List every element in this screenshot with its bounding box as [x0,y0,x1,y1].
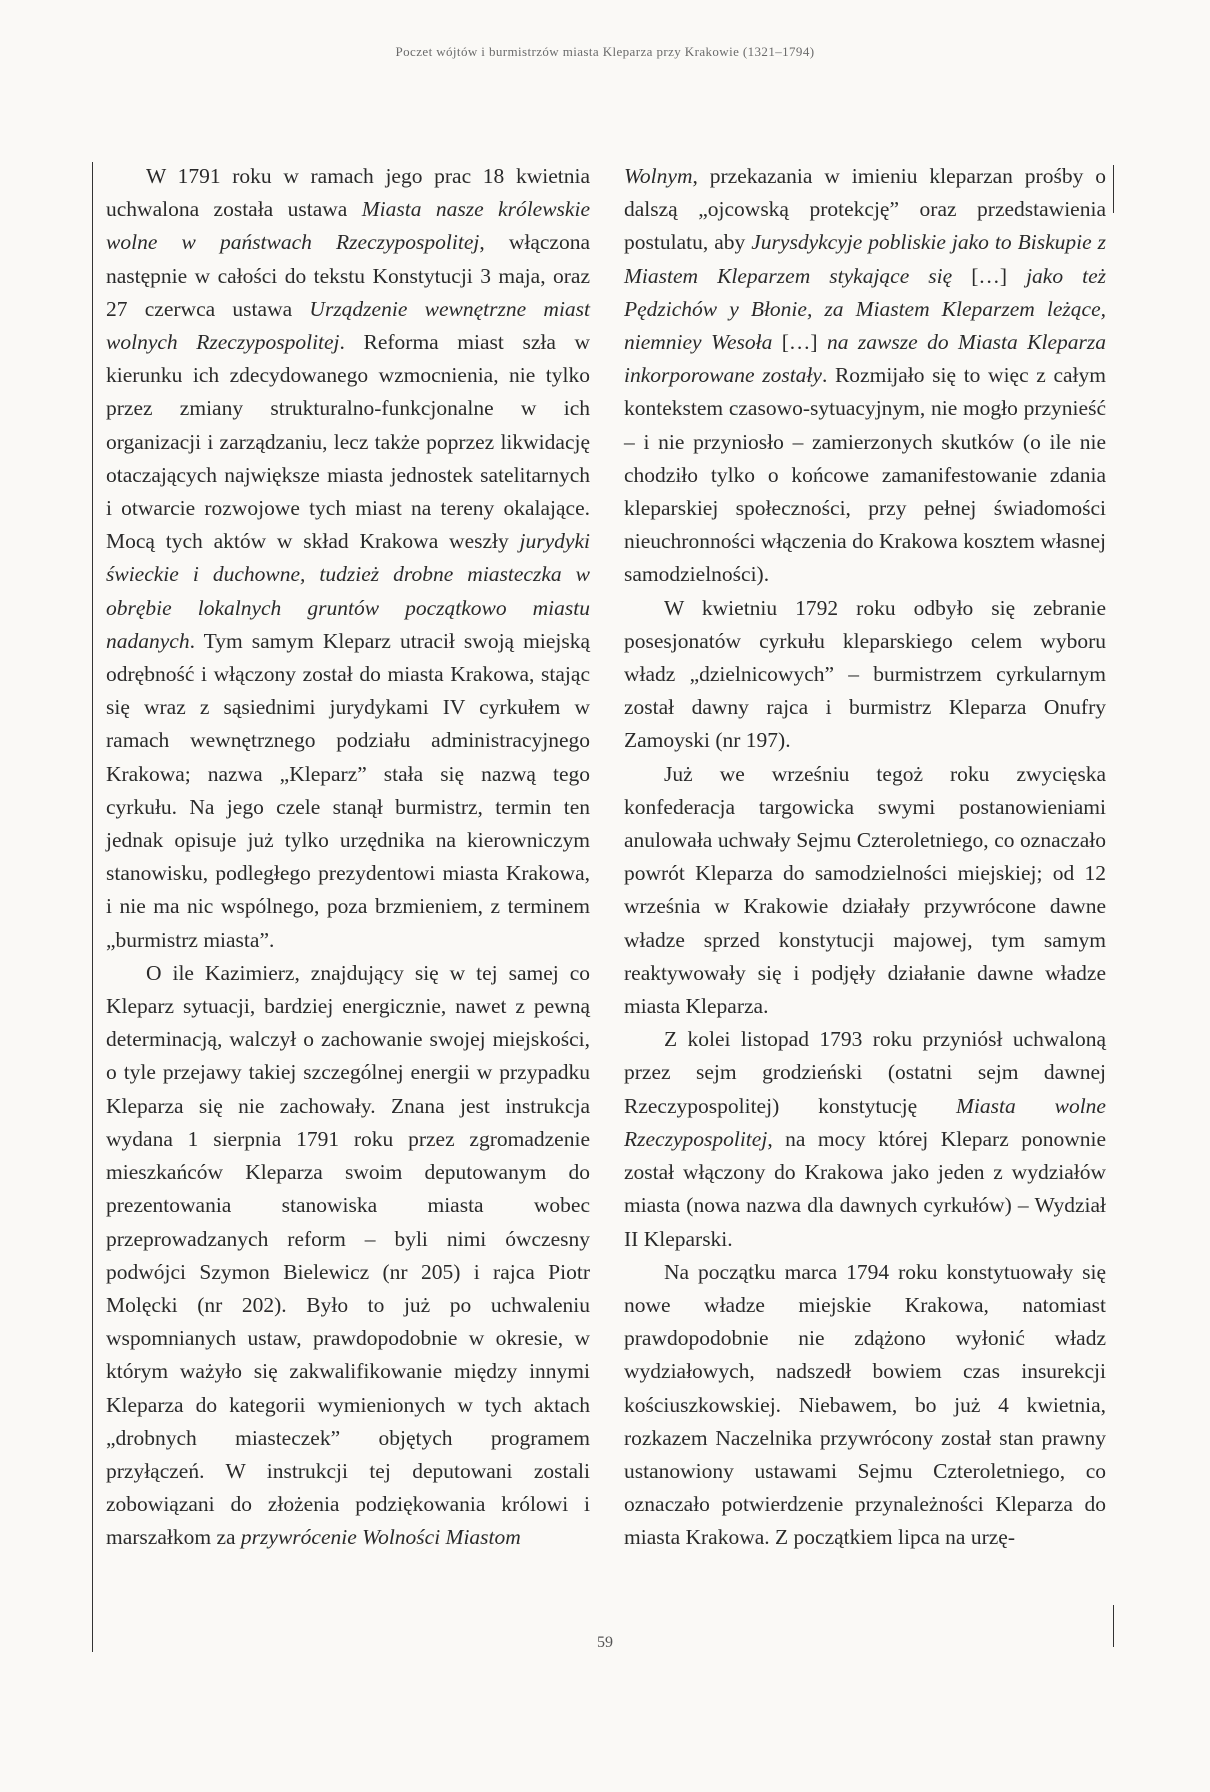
left-column [106,160,590,1555]
italic-text: przywrócenie Wolności Miastom [240,1525,521,1550]
text-run: W 1791 roku w ramach jego prac 18 kwietnia uchwalona została ustawa [106,164,590,222]
italic-text: Jurysdykcyje pobliskie jako to Biskupie z Miastem Kleparzem stykające się [624,230,1106,288]
text-run: . Rozmijało się to więc z całym kontekstem czasowo-sytuacyjnym, nie mogło przynieść – i nie przyniosło – zamierzonych skutków (o ile nie chodziło tylko o końcowe zamanifestowanie zdania kleparskiej społeczności, przy pełnej świadomości nieuchronności włączenia do Krakowa kosztem własnej samodzielności). [624,363,1106,587]
italic-text: Miasta wolne Rzeczypospolitej [624,1093,1106,1151]
paragraph [624,592,1106,758]
italic-text: jurydyki świeckie i duchowne, tudzież drobne miasteczka w obrębie lokalnych gruntów początkowo miastu nadanych [106,529,590,653]
text-run: Na początku marca 1794 roku konstytuowały się nowe władze miejskie Krakowa, natomiast prawdopodobnie nie zdążono wyłonić władz wydziałowych, nadszedł bowiem czas insurekcji kościuszkowskiej. Niebawem, bo już 4 kwietnia, rozkazem Naczelnika przywrócony został stan prawny ustanowiony ustawami Sejmu Czteroletniego, co oznaczało potwierdzenie przynależności Kleparza do miasta Krakowa. Z początkiem lipca na urzę- [624,1259,1106,1550]
paragraph [624,758,1106,1024]
paragraph [624,160,1106,592]
text-run: […] [952,263,1027,288]
text-run: […] [772,330,828,355]
italic-text: jako też Pędzichów y Błonie, za Miastem Kleparzem leżące, niemniey Wesoła [624,263,1106,355]
page-number: 59 [597,1634,613,1651]
text-run: . Reforma miast szła w kierunku ich zdecydowanego wzmocnienia, nie tylko przez zmiany strukturalno-funkcjonalne w ich organizacji i zarządzaniu, lecz także poprzez likwidację otaczających największe miasta jednostek satelitarnych i otwarcie rozwojowe tych miast na tereny okalające. Mocą tych aktów w skład Krakowa weszły [106,330,590,554]
right-margin-rule [1113,165,1114,213]
text-run: Z kolei listopad 1793 roku przyniósł uchwaloną przez sejm grodzieński (ostatni sejm dawnej Rzeczypospolitej) konstytucję [624,1027,1106,1118]
text-run: , przekazania w imieniu kleparzan prośby o dalszą „ojcowską protekcję” oraz przedstawienia postulatu, aby [624,164,1106,255]
right-column [624,160,1106,1555]
text-run: , na mocy której Kleparz ponownie został włączony do Krakowa jako jeden z wydziałów miasta (nowa nazwa dla dawnych cyrkułów) – Wydział II Kleparski. [624,1126,1106,1251]
paragraph [106,160,590,957]
left-margin-rule [92,162,93,1652]
text-run: . Tym samym Kleparz utracił swoją miejską odrębność i włączony został do miasta Krakowa, stając się wraz z sąsiednimi jurydykami IV cyrkułem w ramach wewnętrznego podziału administracyjnego Krakowa; nazwa „Kleparz” stała się nazwą tego cyrkułu. Na jego czele stanął burmistrz, termin ten jednak opisuje już tylko urzędnika na kierowniczym stanowisku, podległego prezydentowi miasta Krakowa, i nie ma nic wspólnego, poza brzmieniem, z terminem „burmistrz miasta”. [106,628,590,952]
text-run: O ile Kazimierz, znajdujący się w tej samej co Kleparz sytuacji, bardziej energicznie, nawet z pewną determinacją, walczył o zachowanie swojej miejskości, o tyle przejawy takiej szczególnej energii w przypadku Kleparza się nie zachowały. Znana jest instrukcja wydana 1 sierpnia 1791 roku przez zgromadzenie mieszkańców Kleparza swoim deputowanym do prezentowania stanowiska miasta wobec przeprowadzanych reform – byli nimi ówczesny podwójci Szymon Bielewicz (nr 205) i rajca Piotr Molęcki (nr 202). Było to już po uchwaleniu wspomnianych ustaw, prawdopodobnie w okresie, w którym ważyło się zakwalifikowanie między innymi Kleparza do kategorii wymienionych w tych aktach „drobnych miasteczek” objętych programem przyłączeń. W instrukcji tej deputowani zostali zobowiązani do złożenia podziękowania królowi i marszałkom za [106,960,590,1550]
paragraph [624,1256,1106,1555]
text-run: Już we wrześniu tegoż roku zwycięska konfederacja targowicka swymi postanowieniami anulowała uchwały Sejmu Czteroletniego, co oznaczało powrót Kleparza do samodzielności miejskiej; od 12 września w Krakowie działały przywrócone dawne władze sprzed konstytucji majowej, tym samym reaktywowały się i podjęły działanie dawne władze miasta Kleparza. [624,761,1106,1019]
text-run: W kwietniu 1792 roku odbyło się zebranie posesjonatów cyrkułu kleparskiego celem wyboru władz „dzielnicowych” – burmistrzem cyrkularnym został dawny rajca i burmistrz Kleparza Onufry Zamoyski (nr 197). [624,595,1106,753]
text-run: , włączona następnie w całości do tekstu Konstytucji 3 maja, oraz 27 czerwca ustawa [106,230,591,321]
paragraph [106,957,590,1555]
running-header: Poczet wójtów i burmistrzów miasta Kleparza przy Krakowie (1321–1794) [395,44,815,59]
italic-text: Wolnym [624,164,693,188]
italic-text: Miasta nasze królewskie wolne w państwach Rzeczypospolitej [106,197,590,255]
italic-text: Urządzenie wewnętrzne miast wolnych Rzeczypospolitej [106,296,591,355]
paragraph [624,1023,1106,1255]
italic-text: na zawsze do Miasta Kleparza inkorporowane zostały [624,330,1106,388]
